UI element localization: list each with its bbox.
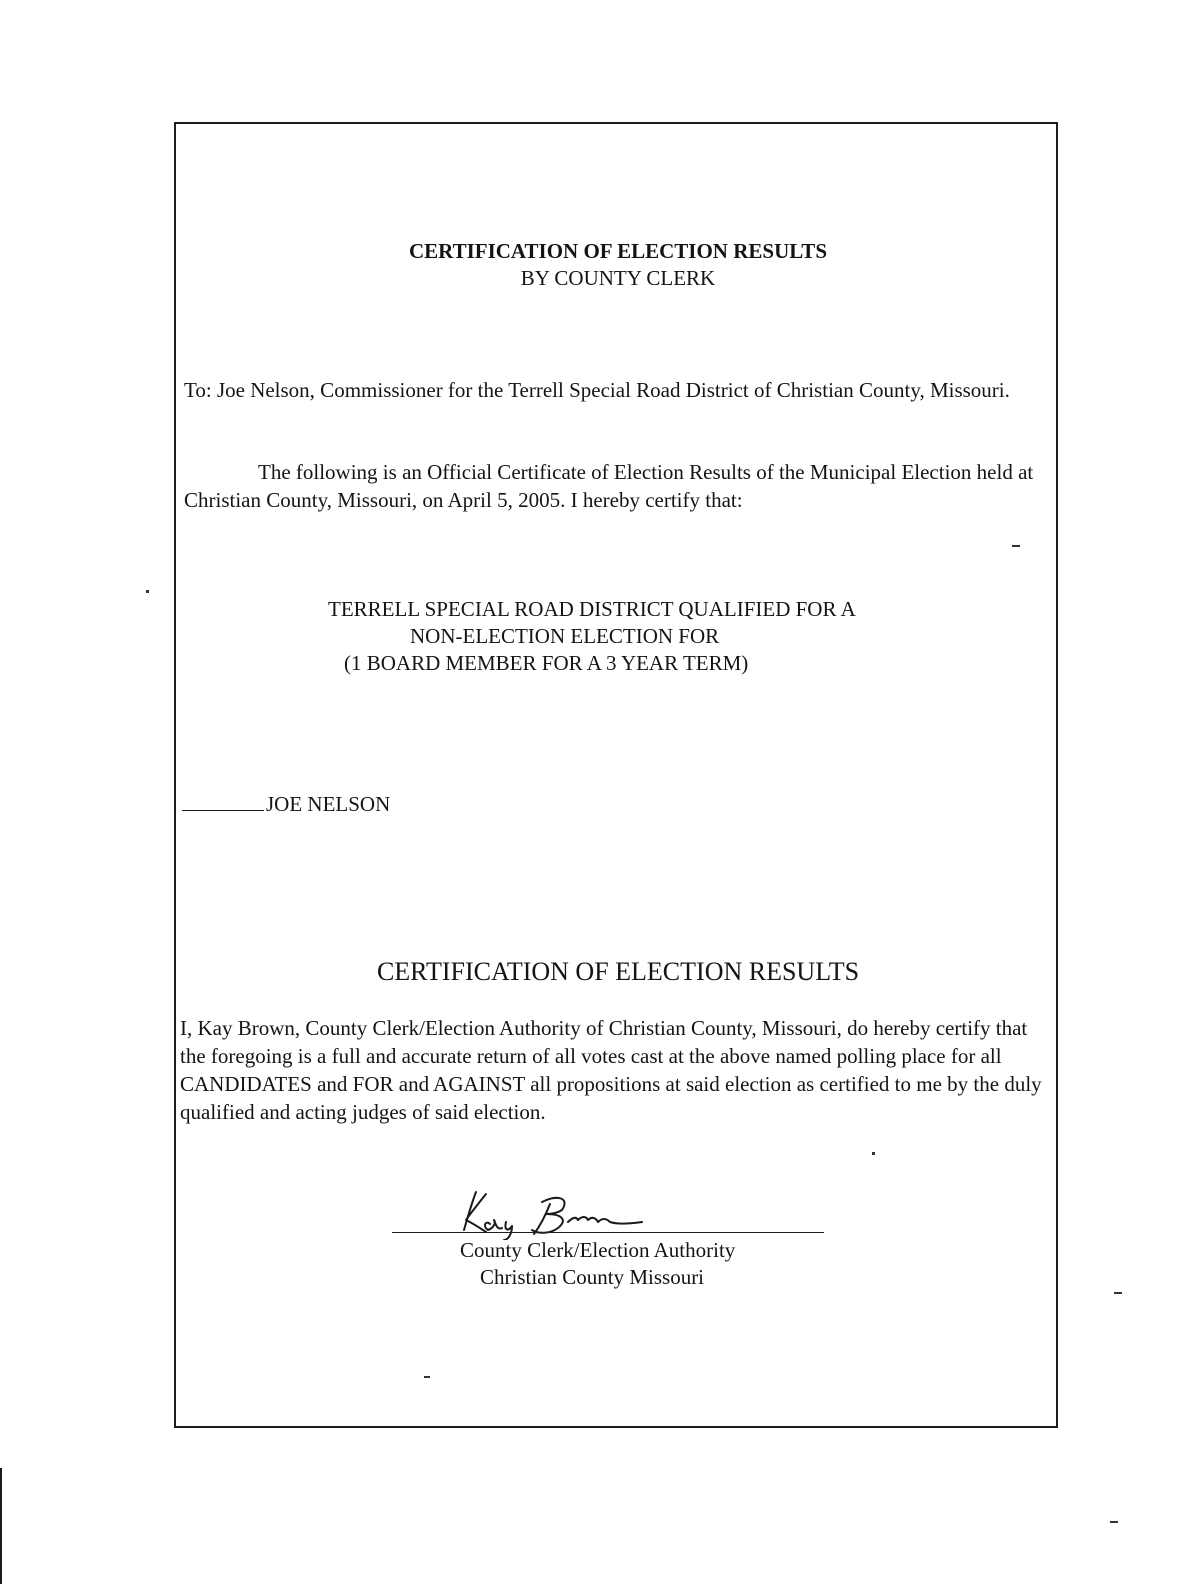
certificate-frame [174,122,1058,1428]
nominee-entry [182,790,390,818]
scan-speck [424,1376,430,1378]
certification-heading: CERTIFICATION OF ELECTION RESULTS [376,957,860,986]
scan-speck [872,1152,875,1155]
addressee-line: To: Joe Nelson, Commissioner for the Terrell Special Road District of Christian County, Missouri. [184,378,1010,402]
nominee-name: JOE NELSON [266,792,391,816]
district-line: TERRELL SPECIAL ROAD DISTRICT QUALIFIED FOR A [328,597,856,621]
signer-county: Christian County Missouri [480,1265,705,1289]
page-edge-line [0,1468,2,1584]
scan-speck [1110,1521,1118,1523]
district-line: NON-ELECTION ELECTION FOR [410,624,720,648]
signer-title: County Clerk/Election Authority [460,1238,736,1262]
certificate-subtitle: BY COUNTY CLERK [520,266,716,290]
district-line: (1 BOARD MEMBER FOR A 3 YEAR TERM) [344,651,749,675]
scan-speck [1012,545,1020,547]
certificate-title: CERTIFICATION OF ELECTION RESULTS [408,239,827,263]
signature-line [392,1232,824,1233]
scan-speck [146,590,149,593]
nominee-mark-blank [182,790,264,811]
certification-statement: I, Kay Brown, County Clerk/Election Authority of Christian County, Missouri, do hereby certify that the foregoing is a full and accurate return of all votes cast at the above named polling place for all CANDIDATES and FOR and AGAINST all propositions at said election as certified to me by the duly qualified and acting judges of said election. [180,1016,1042,1124]
scan-speck [1114,1292,1122,1294]
intro-paragraph: The following is an Official Certificate of Election Results of the Municipal Election held at Christian County, Missouri, on April 5, 2005. I hereby certify that: [184,460,1034,512]
